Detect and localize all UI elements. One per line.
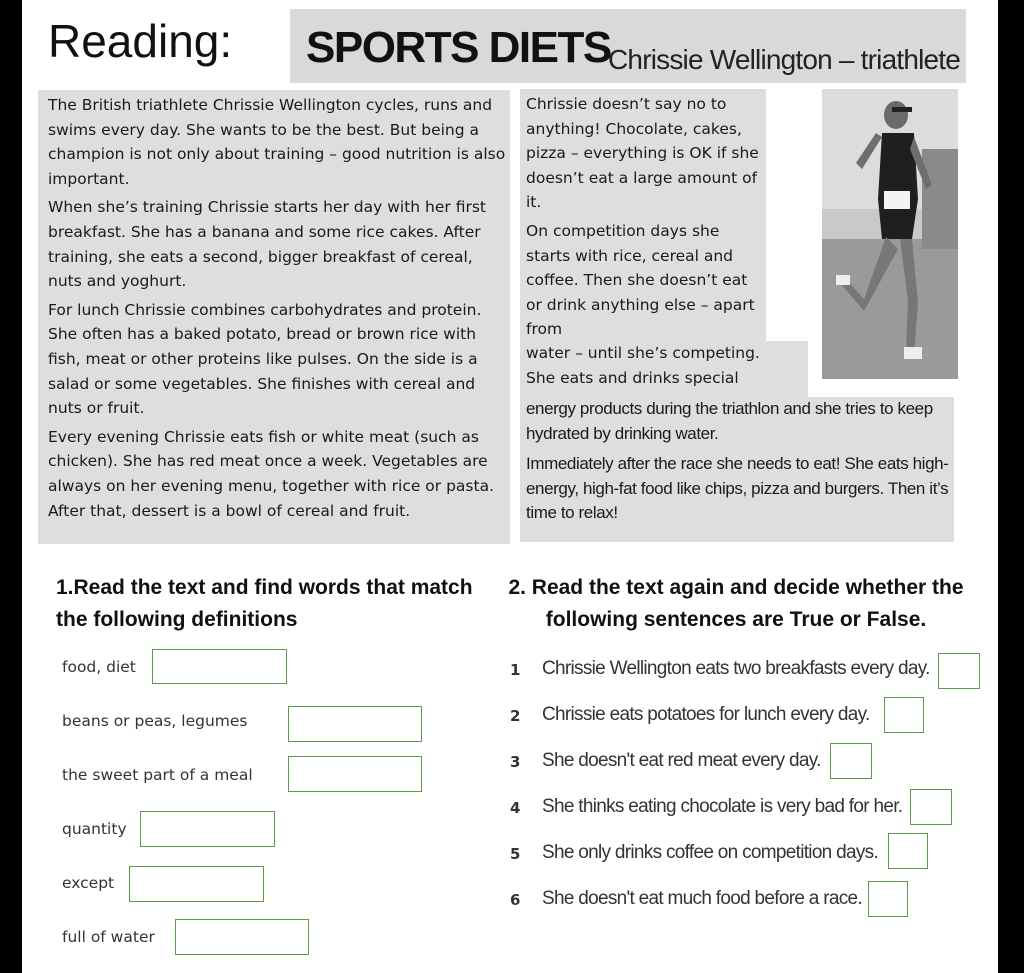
true-false-answer-box[interactable] — [868, 881, 908, 917]
athlete-photo — [822, 89, 958, 379]
definition-label: quantity — [62, 820, 127, 838]
article-column-2-middle — [520, 341, 808, 399]
article-paragraph: For lunch Chrissie combines carbohydrates and protein. She often has a baked potato, bread or brown rice with fish, meat or other proteins like pulses. On the side is a salad or some vegetables. She finishes with cereal and nuts or fruit. — [48, 300, 482, 418]
article-paragraph: The British triathlete Chrissie Wellington cycles, runs and swims every day. She wants to be the best. But being a champion is not only about training – good nutrition is also important. — [48, 96, 506, 188]
statement-text: Chrissie Wellington eats two breakfasts every day. — [542, 658, 930, 679]
statement-text: She only drinks coffee on competition days. — [542, 842, 879, 863]
definition-label: food, diet — [62, 658, 136, 676]
statement-text: Chrissie eats potatoes for lunch every day. — [542, 704, 870, 725]
statement-number: 5 — [510, 845, 521, 863]
exercise-2-heading: 2. Read the text again and decide whether the following sentences are True or False. — [508, 576, 964, 631]
true-false-answer-box[interactable] — [910, 789, 952, 825]
definition-answer-box[interactable] — [129, 866, 264, 902]
article-paragraph: Immediately after the race she needs to eat! She eats high-energy, high-fat food like chips, pizza and burgers. Then it’s time to relax! — [526, 454, 949, 523]
header-main-title: SPORTS DIETS — [306, 23, 611, 72]
page-title: Reading: — [48, 15, 233, 67]
statement-number: 2 — [510, 707, 521, 725]
article-paragraph: energy products during the triathlon and she tries to keep hydrated by drinking water. — [526, 399, 933, 443]
article-paragraph: Every evening Chrissie eats fish or white meat (such as chicken). She has red meat once a week. Vegetables are always on her evening menu, together with rice or pasta. After that, dessert is a bowl of cereal and fruit. — [48, 427, 494, 520]
true-false-answer-box[interactable] — [884, 697, 924, 733]
definition-answer-box[interactable] — [152, 649, 287, 684]
runner-illustration — [822, 89, 958, 379]
definition-answer-box[interactable] — [175, 919, 309, 955]
article-paragraph: On competition days she starts with rice, cereal and coffee. Then she doesn’t eat or drink anything else – apart from — [526, 221, 755, 339]
definition-answer-box[interactable] — [288, 706, 422, 742]
statement-number: 4 — [510, 799, 521, 817]
article-column-1 — [38, 90, 510, 544]
true-false-answer-box[interactable] — [830, 743, 872, 779]
true-false-answer-box[interactable] — [938, 653, 980, 689]
definition-label: the sweet part of a meal — [62, 766, 253, 784]
statement-text: She doesn't eat much food before a race. — [542, 888, 862, 909]
header-banner — [290, 9, 966, 83]
article-line: water – until she’s competing. — [526, 344, 760, 362]
article-column-2-top — [520, 89, 766, 341]
definition-label: full of water — [62, 928, 155, 946]
article-column-2-bottom — [520, 397, 954, 542]
statement-number: 3 — [510, 753, 521, 771]
statement-number: 6 — [510, 891, 521, 909]
article-line: She eats and drinks special — [526, 368, 739, 387]
statement-text: She thinks eating chocolate is very bad for her. — [542, 796, 903, 817]
exercise-1-heading: 1.Read the text and find words that match the following definitions — [56, 576, 473, 631]
article-paragraph: Chrissie doesn’t say no to anything! Chocolate, cakes, pizza – everything is OK if she doesn’t eat a large amount of it. — [526, 95, 759, 212]
definition-answer-box[interactable] — [288, 756, 422, 792]
definition-label: except — [62, 874, 115, 892]
worksheet-page — [22, 0, 998, 973]
true-false-answer-box[interactable] — [888, 833, 928, 869]
article-paragraph: When she’s training Chrissie starts her day with her first breakfast. She has a banana and some rice cakes. After training, she eats a second, bigger breakfast of cereal, nuts and yoghurt. — [48, 198, 486, 291]
statement-text: She doesn't eat red meat every day. — [542, 750, 821, 771]
definition-answer-box[interactable] — [140, 811, 275, 847]
header-subtitle: Chrissie Wellington – triathlete — [608, 44, 961, 75]
definition-label: beans or peas, legumes — [62, 712, 248, 730]
statement-number: 1 — [510, 661, 521, 679]
